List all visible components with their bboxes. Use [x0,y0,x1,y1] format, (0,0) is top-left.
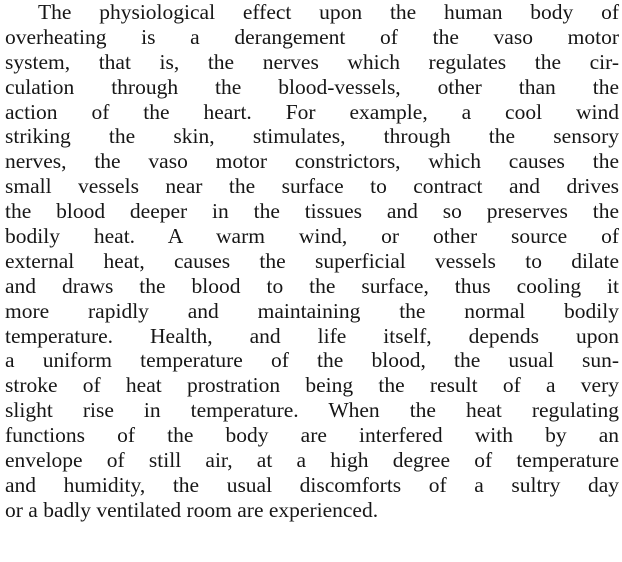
text-line: functions of the body are interfered with by an [5,423,619,448]
text-line: The physiological effect upon the human body of [38,0,619,24]
text-line: a uniform temperature of the blood, the usual sun- [5,348,619,373]
text-line: slight rise in temperature. When the heat regulating [5,398,619,423]
text-line: overheating is a derangement of the vaso motor [5,24,619,49]
text-line: temperature. Health, and life itself, depends upon [5,323,619,348]
text-line: small vessels near the surface to contract and drives [5,174,619,199]
text-line: more rapidly and maintaining the normal bodily [5,298,619,323]
text-line: striking the skin, stimulates, through the sensory [5,124,619,149]
text-line: or a badly ventilated room are experienced. [5,497,379,522]
text-line: and draws the blood to the surface, thus cooling it [5,273,619,298]
text-line: and humidity, the usual discomforts of a sultry day [5,472,619,497]
text-line: external heat, causes the superficial vessels to dilate [5,248,619,273]
text-column [5,0,619,523]
text-line: the blood deeper in the tissues and so preserves the [5,199,619,224]
text-line: envelope of still air, at a high degree of temperature [5,448,619,473]
text-line: culation through the blood-vessels, other than the [5,74,619,99]
text-line: system, that is, the nerves which regulates the cir- [5,49,619,74]
text-line: nerves, the vaso motor constrictors, which causes the [5,149,619,174]
text-line: bodily heat. A warm wind, or other source of [5,224,619,249]
text-line: action of the heart. For example, a cool wind [5,99,619,124]
text-line: stroke of heat prostration being the result of a very [5,373,619,398]
